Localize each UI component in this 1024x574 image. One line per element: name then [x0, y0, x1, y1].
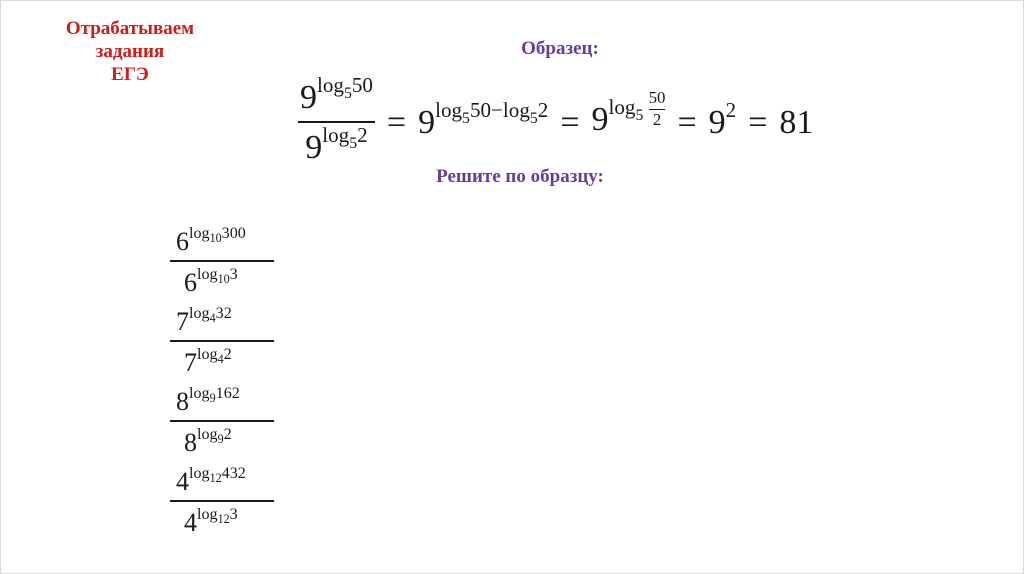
- sample-numerator: $9^{log_550}$: [300, 73, 373, 116]
- task-denominator: $6^{log_{10}3}$: [184, 265, 238, 297]
- fraction-bar: [170, 420, 274, 422]
- sample-fraction: [298, 73, 375, 167]
- sample-equation: [298, 73, 814, 168]
- sample-heading: Образец:: [521, 38, 599, 59]
- side-title: [40, 17, 220, 86]
- task-fraction-3: [170, 382, 300, 462]
- task-denominator: $7^{log_42}$: [184, 345, 232, 377]
- sample-step-1: $9^{log_550-log_52}$: [418, 98, 549, 141]
- fraction-bar: [170, 500, 274, 502]
- task-denominator: $4^{log_{12}3}$: [184, 505, 238, 537]
- sample-step-3: $9^2$: [708, 98, 737, 141]
- inner-fraction: $\frac{50}{2}$: [648, 88, 666, 130]
- side-title-line-1: Отрабатываем: [65, 18, 195, 39]
- task-fraction-2: [170, 302, 300, 382]
- fraction-bar: [170, 340, 274, 342]
- equals-sign: =: [677, 104, 697, 141]
- task-numerator: $4^{log_{12}432}$: [176, 464, 246, 496]
- task-numerator: $7^{log_432}$: [176, 304, 232, 336]
- task-fraction-1: [170, 222, 300, 302]
- sample-step-2: $9^{log_5 \frac{50}{2}}$: [591, 88, 666, 139]
- task-numerator: $6^{log_{10}300}$: [176, 224, 246, 256]
- task-fraction-4: [170, 462, 300, 542]
- equals-sign: =: [748, 104, 768, 141]
- task-denominator: $8^{log_92}$: [184, 425, 232, 457]
- fraction-bar: [170, 260, 274, 262]
- side-title-line-3: ЕГЭ: [111, 64, 149, 85]
- equals-sign: =: [560, 104, 580, 141]
- side-title-line-2: задания: [95, 41, 165, 62]
- task-list: [170, 222, 300, 542]
- equals-sign: =: [386, 104, 407, 141]
- sample-denominator: $9^{log_52}$: [305, 123, 368, 166]
- solve-heading: Решите по образцу:: [436, 166, 604, 187]
- task-numerator: $8^{log_9162}$: [176, 384, 240, 416]
- sample-result: 81: [779, 104, 814, 141]
